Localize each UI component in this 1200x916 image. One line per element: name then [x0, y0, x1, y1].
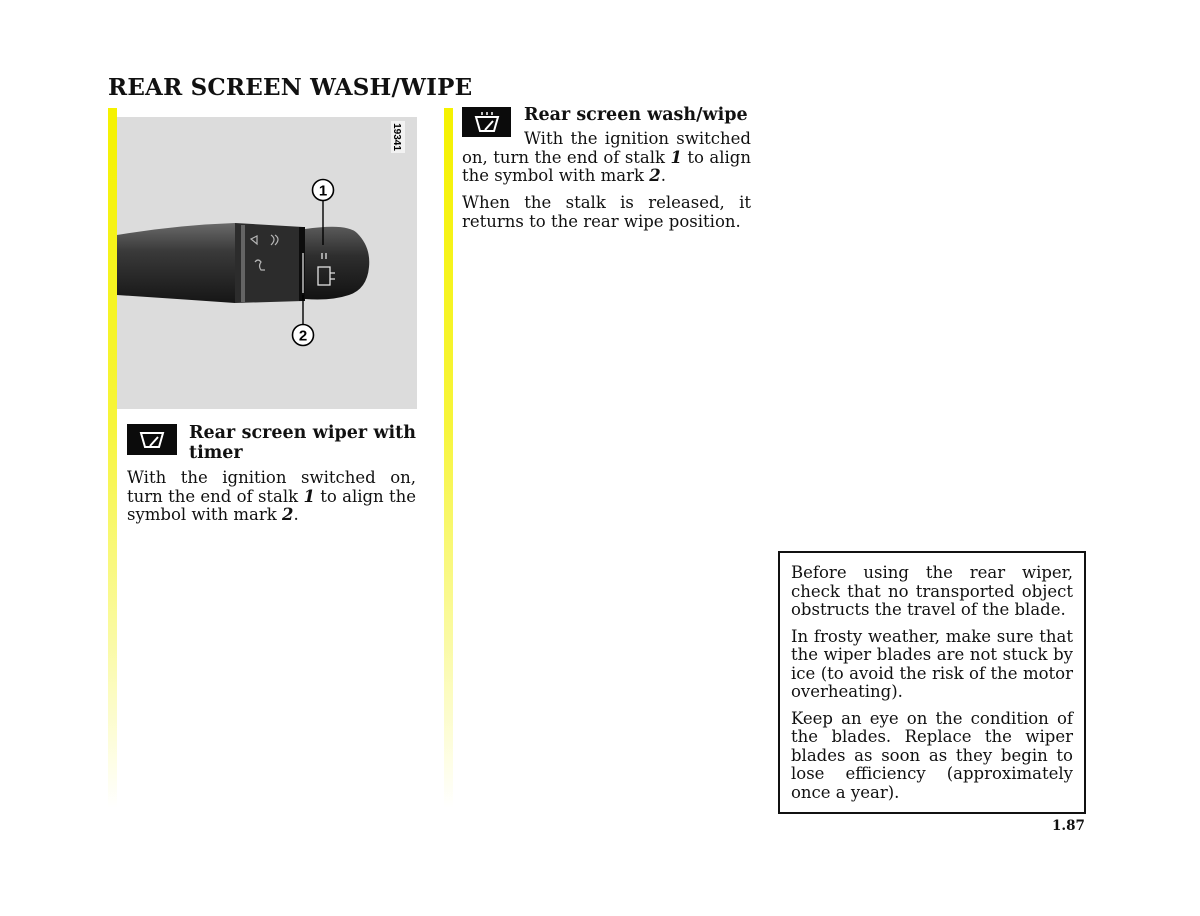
- ref-mark-2: 2: [281, 505, 294, 524]
- warning-box: [778, 551, 1086, 814]
- warning-paragraph-1: Before using the rear wiper, check that no transported object obstructs the travel of the blade.: [791, 563, 1073, 619]
- page-title: REAR SCREEN WASH/WIPE: [108, 74, 473, 101]
- ref-stalk-1: 1: [670, 147, 682, 167]
- middle-accent-bar: [444, 108, 453, 808]
- wash-wipe-return-text: When the stalk is released, it returns to the rear wipe position.: [462, 193, 751, 231]
- wiper-timer-heading: Rear screen wiper with timer: [189, 423, 416, 463]
- wash-wipe-heading: Rear screen wash/wipe: [524, 105, 748, 125]
- left-accent-bar: [108, 108, 117, 808]
- ref-stalk-1: 1: [303, 486, 315, 506]
- callout-1-label: 1: [318, 182, 328, 200]
- wiper-stalk-figure: [117, 117, 417, 409]
- callout-2-label: 2: [298, 327, 308, 345]
- page-number: 1.87: [1052, 818, 1085, 834]
- warning-paragraph-3: Keep an eye on the condition of the blades. Replace the wiper blades as soon as they begin to lose efficiency (approximately once a year).: [791, 708, 1073, 802]
- wash-wipe-text: With the ignition switched on, turn the end of stalk 1 to align the symbol with mark 2.: [462, 129, 751, 185]
- warning-paragraph-2: In frosty weather, make sure that the wiper blades are not stuck by ice (to avoid the risk of the motor overheating).: [791, 626, 1073, 701]
- figure-code: 19341: [391, 123, 402, 151]
- rear-wiper-icon: [127, 424, 177, 455]
- wiper-stalk-illustration: [117, 117, 417, 409]
- ref-mark-2: 2: [649, 166, 661, 185]
- wiper-timer-text: With the ignition switched on, turn the end of stalk 1 to align the symbol with mark 2.: [127, 468, 416, 524]
